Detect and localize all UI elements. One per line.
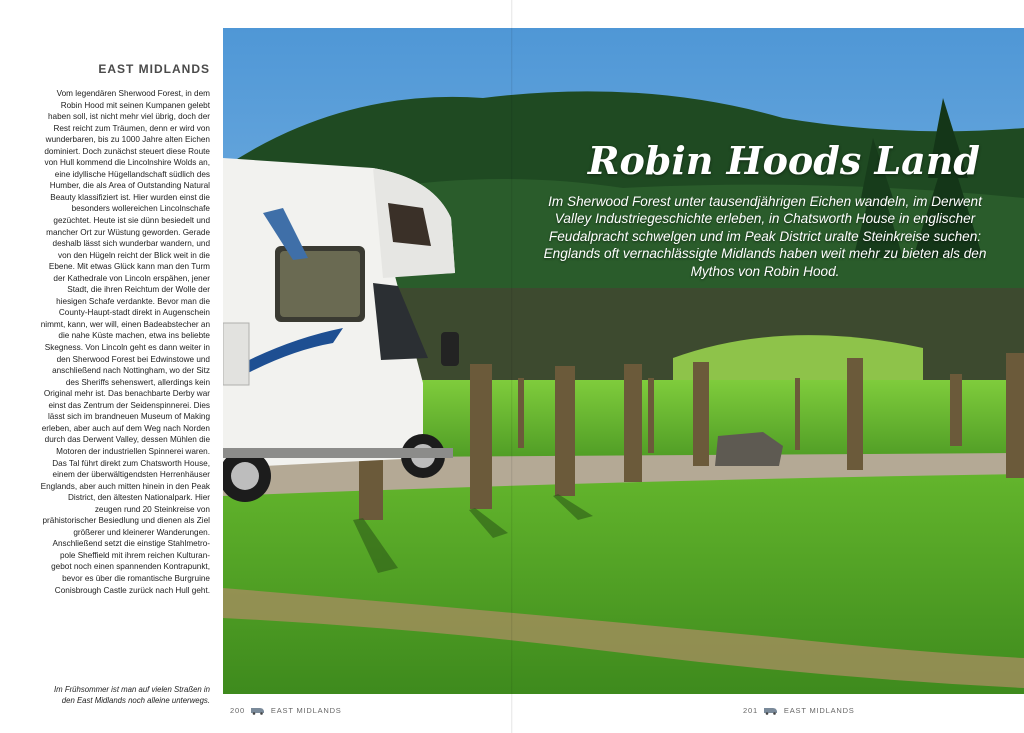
footer-left: [230, 706, 342, 715]
page-gutter: [511, 0, 513, 733]
page-number-left: 200: [230, 706, 245, 715]
motorhome-icon: [764, 707, 778, 715]
photo-caption: Im Frühsommer ist man auf vielen Straßen in den East Midlands noch alleine unterwegs.: [54, 684, 210, 705]
text-column: [40, 62, 210, 596]
footer-label-right: EAST MIDLANDS: [783, 706, 855, 715]
page-number-right: 201: [743, 706, 758, 715]
landscape-photo: [223, 28, 1024, 694]
headline: Robin Hoods Land: [587, 138, 980, 183]
standfirst: Im Sherwood Forest unter tausendjährigen Eichen wandeln, im Derwent Valley Industriegeschichte erleben, in Chatsworth House in englischer Feudalpracht schwelgen und im Peak District uralte Steinkreise suchen: Englands oft vernachlässigte Midlands haben weit mehr zu bieten als den Mythos von Robin Hood.: [543, 194, 987, 279]
footer-label-left: EAST MIDLANDS: [270, 706, 342, 715]
body-text: Vom legendären Sherwood Forest, in dem Robin Hood mit seinen Kumpanen gelebt haben soll, ist nicht mehr viel übrig, doch der Rest reicht zum Träumen, denn er wird von wunderbaren, bis zu 1000 Jahre alten Eichen dominiert. Doch zunächst steuert diese Route von Hull kommend die Lincolnshire Wolds an, eine idyllische Hügellandschaft südlich des Humber, die als Area of Outstanding Natural Beauty klassifiziert ist. Hier wurden einst die besonders wollereichen Lincolnschafe gezüchtet. Heute ist sie dünn besiedelt und mancher Ort zur Wüstung geworden. Gerade deshalb lässt sich wunderbar wandern, und von den Hügeln reicht der Blick weit in die Ebene. Mit etwas Glück kann man den Turm der Kathedrale von Lincoln erspähen, jener Stadt, die ihren Reichtum der Wolle der hiesigen Schafe verdankte. Bevor man die County-Haupt-stadt direkt in Augenschein nimmt, kann, wer will, einen Badeabstecher an die nahe Küste machen, etwa ins beliebte Skegness. Von Lincoln geht es dann weiter in den Sherwood Forest bei Edwinstowe und anschließend nach Nottingham, wo der Sitz des Sheriffs sehenswert, allerdings kein Original mehr ist. Das benachbarte Derby war einst das Zentrum der Seidenspinnerei. Dies lässt sich im brandneuen Museum of Making erleben, aber auch auf dem Weg nach Norden durch das Derwent Valley, dessen Mühlen die Motoren der industriellen Spinnerei waren. Das Tal führt direkt zum Chatsworth House, einem der überwältigendsten Herrenhäuser Englands, aber auch mitten hinein in den Peak District, den ältesten Nationalpark. Hier zeugen rund 20 Steinkreise von prähistorischer Besiedlung und dienen als Ziel größerer und kleinerer Wanderungen. Anschließend setzt die einstige Stahlmetro-pole Sheffield mit ihrem reichen Kulturan-gebot noch einen spannenden Kontrapunkt, bevor es über die romantische Burgruine Conisbrough Castle zurück nach Hull geht.: [40, 89, 210, 595]
photo-illustration: [223, 28, 1024, 694]
motorhome-icon: [251, 707, 265, 715]
footer-right: [743, 706, 855, 715]
section-heading: EAST MIDLANDS: [98, 62, 210, 76]
